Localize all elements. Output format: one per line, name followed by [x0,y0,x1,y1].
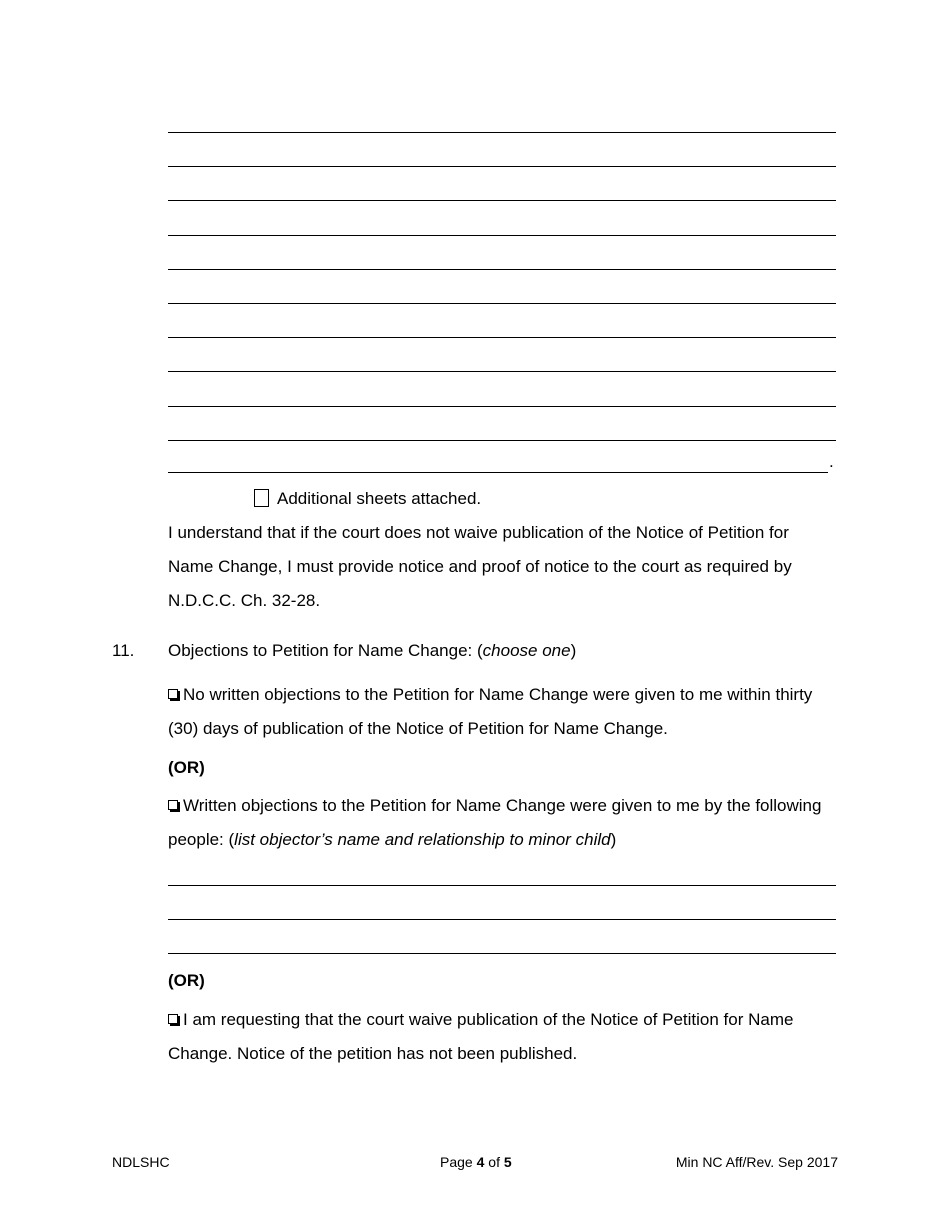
line2-italic: list objector’s name and relationship to minor child [234,830,611,849]
fill-in-line[interactable] [168,440,836,441]
option-waive-publication [168,1003,793,1037]
fill-in-line[interactable] [168,166,836,167]
additional-sheets-label: Additional sheets attached. [277,489,482,508]
or-separator [168,751,205,785]
option-no-objections [168,678,812,712]
section-heading [168,634,576,668]
section-heading-text: Objections to Petition for Name Change: ( [168,641,483,660]
objector-fill-line[interactable] [168,885,836,886]
option-waive-publication-line2: Change. Notice of the petition has not been published. [168,1044,578,1063]
written-objections-checkbox[interactable] [168,800,178,810]
option-no-objections-line2: (30) days of publication of the Notice of Petition for Name Change. [168,719,668,738]
fill-in-line[interactable] [168,200,836,201]
publication-paragraph-line: N.D.C.C. Ch. 32-28. [168,591,321,610]
fill-in-line[interactable] [168,406,836,407]
fill-in-line[interactable] [168,132,836,133]
footer-left: NDLSHC [112,1154,170,1170]
fill-in-line[interactable] [168,269,836,270]
line2-suffix: ) [610,830,617,849]
fill-in-line[interactable] [168,371,836,372]
objector-fill-line[interactable] [168,953,836,954]
fill-in-line[interactable] [168,235,836,236]
page-current: 4 [476,1154,485,1170]
footer-right: Min NC Aff/Rev. Sep 2017 [675,1154,838,1170]
or-separator [168,964,205,998]
option-waive-publication-line1: I am requesting that the court waive publication of the Notice of Petition for Name [183,1010,794,1029]
section-heading-italic: choose one [482,641,571,660]
or-label: (OR) [168,971,205,990]
fill-line-period: . [829,452,834,471]
option-no-objections-line1: No written objections to the Petition for Name Change were given to me within thirty [183,685,813,704]
page-of: of [484,1154,504,1170]
fill-in-line-last[interactable] [168,472,828,473]
page-prefix: Page [440,1154,477,1170]
no-objections-checkbox[interactable] [168,689,178,699]
or-label: (OR) [168,758,205,777]
additional-sheets-checkbox[interactable] [254,489,269,507]
line2-prefix: people: ( [168,830,235,849]
publication-paragraph-line: Name Change, I must provide notice and proof of notice to the court as required by [168,557,792,576]
option-written-objections-line1: Written objections to the Petition for Name Change were given to me by the following [183,796,822,815]
publication-paragraph-line: I understand that if the court does not waive publication of the Notice of Petition for [168,523,789,542]
option-written-objections-line2 [168,823,616,857]
option-written-objections [168,789,821,823]
objector-fill-line[interactable] [168,919,836,920]
fill-in-line[interactable] [168,337,836,338]
section-number: 11. [112,641,135,660]
section-heading-close: ) [570,641,577,660]
waive-publication-checkbox[interactable] [168,1014,178,1024]
page-total: 5 [503,1154,512,1170]
footer-page-number [440,1154,512,1170]
fill-in-line[interactable] [168,303,836,304]
